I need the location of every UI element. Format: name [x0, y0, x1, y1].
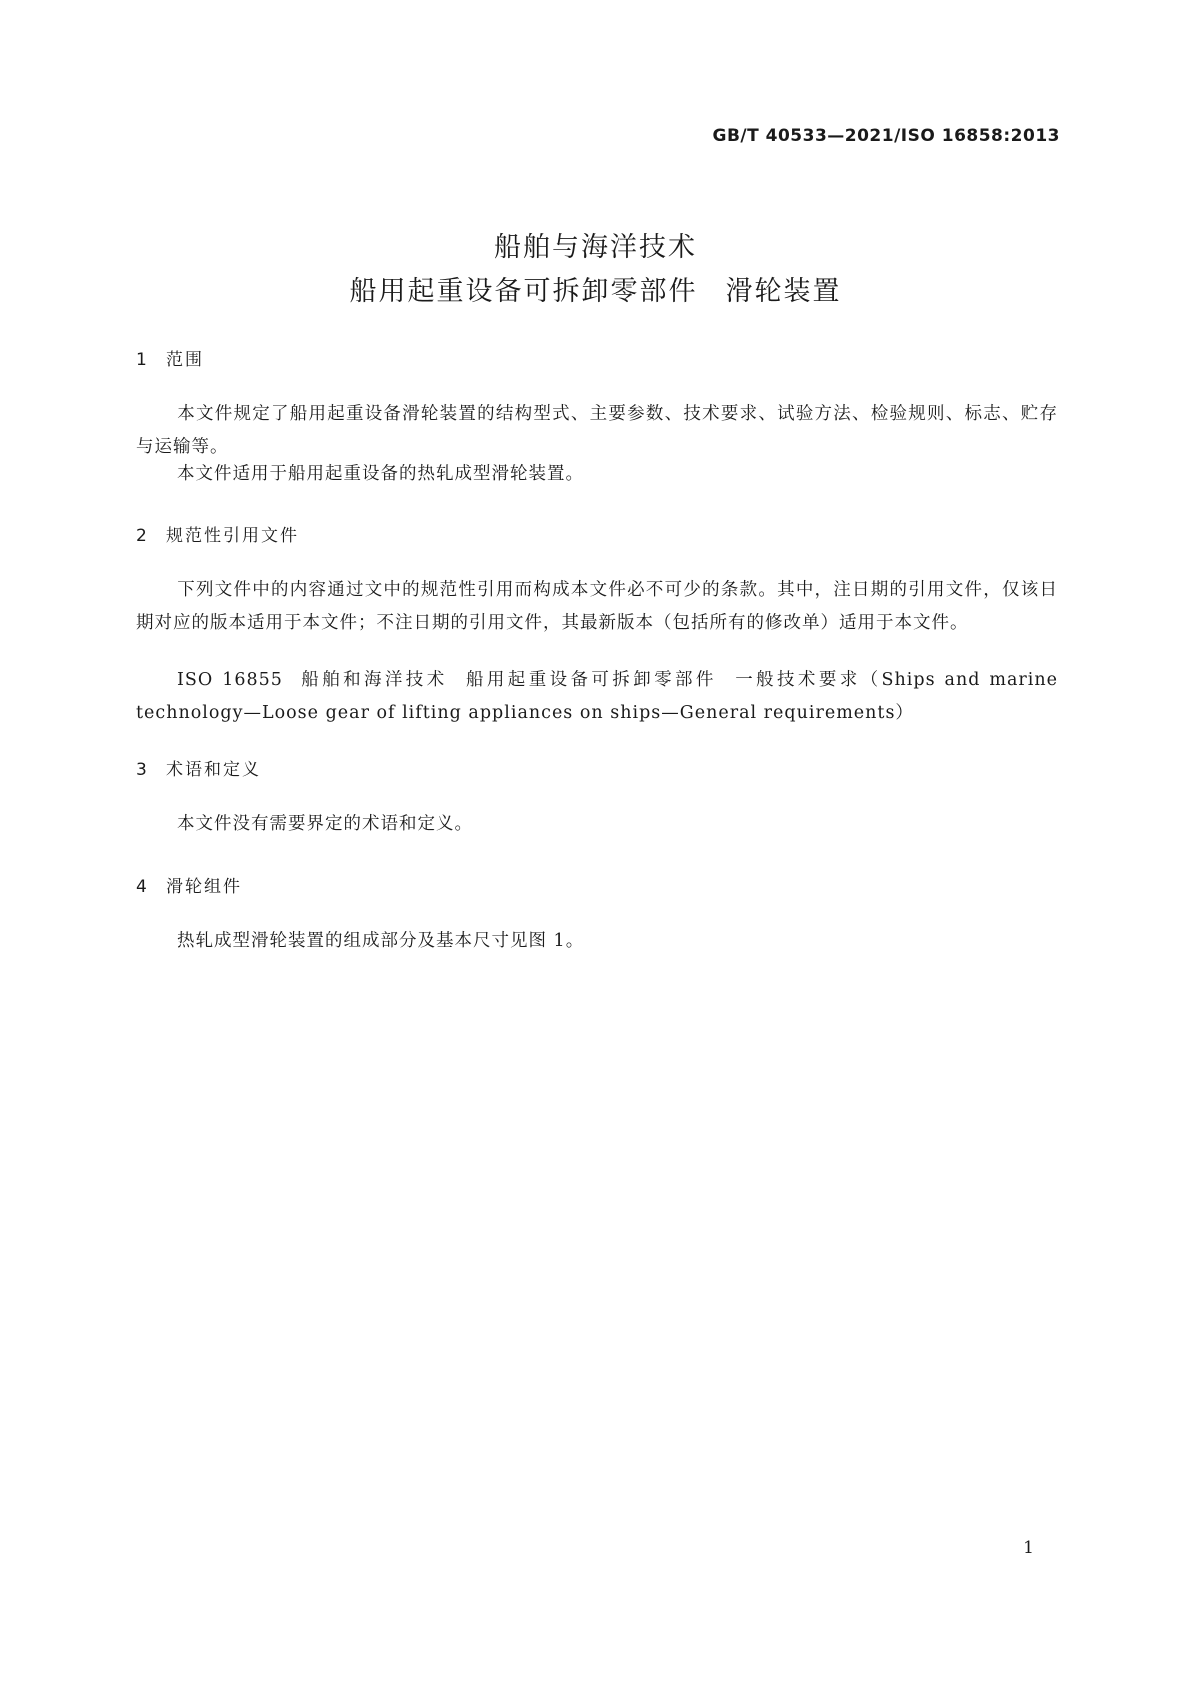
title-line-2-main: 船用起重设备可拆卸零部件: [349, 276, 698, 307]
title-line-2: [0, 270, 1191, 314]
section-title: 滑轮组件: [166, 877, 242, 897]
section-heading-normative-references: [136, 521, 299, 546]
section-number: 2: [136, 526, 149, 546]
terms-paragraph: 本文件没有需要界定的术语和定义。: [177, 814, 473, 834]
normative-reference-entry: ISO 16855 船舶和海洋技术 船用起重设备可拆卸零部件 一般技术要求（Ships and marine technology—Loose gear of lifting appliances on ships—General requirements）: [136, 670, 1059, 723]
standard-code-text: GB/T 40533—2021/ISO 16858:2013: [712, 126, 1060, 146]
document-title: [0, 226, 1191, 314]
section-heading-scope: [136, 345, 204, 370]
section-number: 3: [136, 760, 149, 780]
section-title: 范围: [166, 350, 204, 370]
title-line-2-sub: 滑轮装置: [725, 276, 842, 307]
reference-english-title: （Ships and marine technology—Loose gear of lifting appliances on ships—General requirements）: [136, 670, 1059, 723]
normative-references-paragraph: 下列文件中的内容通过文中的规范性引用而构成本文件必不可少的条款。其中，注日期的引用文件，仅该日期对应的版本适用于本文件；不注日期的引用文件，其最新版本（包括所有的修改单）适用于本文件。: [136, 580, 1058, 633]
section-heading-terms: [136, 755, 261, 780]
scope-paragraph-2: 本文件适用于船用起重设备的热轧成型滑轮装置。: [177, 464, 584, 484]
section-heading-sheave-assembly: [136, 872, 242, 897]
section-number: 4: [136, 877, 149, 897]
standard-code: [713, 126, 1061, 146]
scope-paragraph-1: 本文件规定了船用起重设备滑轮装置的结构型式、主要参数、技术要求、试验方法、检验规则、标志、贮存与运输等。: [136, 404, 1058, 457]
section-title: 术语和定义: [166, 760, 261, 780]
reference-code: ISO 16855: [177, 670, 283, 690]
page-number: 1: [1023, 1538, 1034, 1558]
title-line-1: 船舶与海洋技术: [494, 232, 697, 263]
sheave-assembly-paragraph: 热轧成型滑轮装置的组成部分及基本尺寸见图 1。: [177, 931, 585, 951]
section-title: 规范性引用文件: [166, 526, 299, 546]
section-number: 1: [136, 350, 149, 370]
